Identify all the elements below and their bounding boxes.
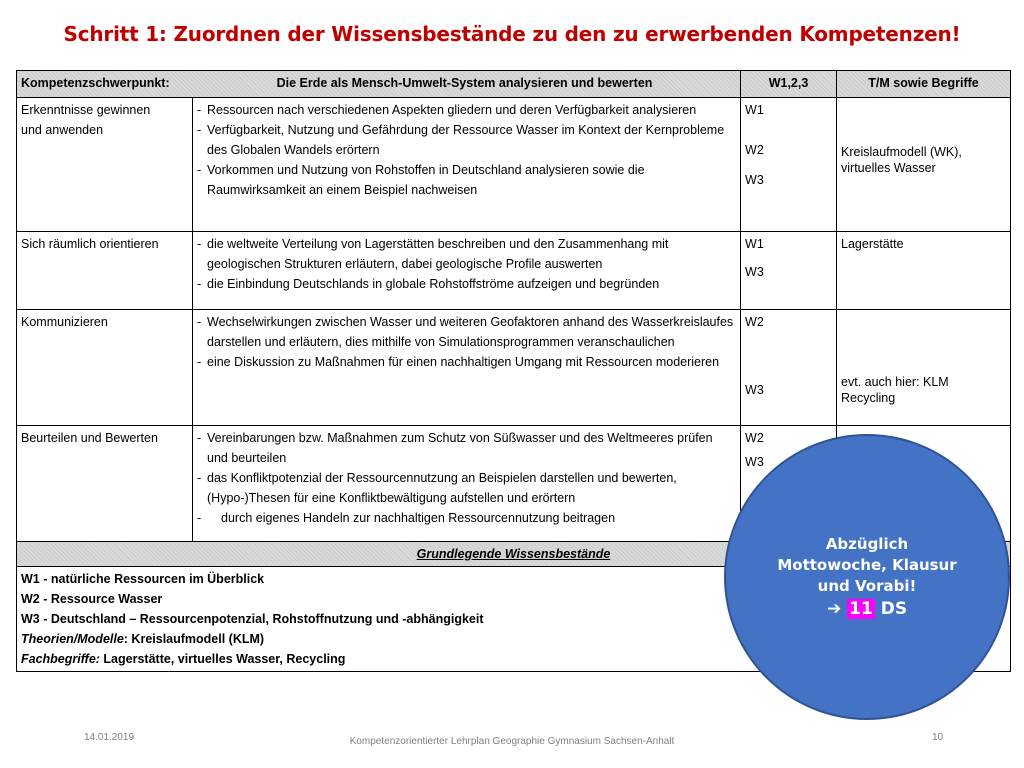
tm-text: evt. auch hier: KLM Recycling xyxy=(841,375,949,405)
competence-label: Kommunizieren xyxy=(21,315,108,329)
w-ref: W1 xyxy=(745,103,764,117)
list-item: - das Konfliktpotenzial der Ressourcennutzung an Beispielen darstellen und bewerten, (Hypo-)Thesen für eine Konfliktbewältigung aufstellen und erörtern xyxy=(197,468,736,508)
footer-date: 14.01.2019 xyxy=(84,732,135,743)
table-row xyxy=(17,232,1011,310)
w-ref: W3 xyxy=(745,265,764,279)
w-ref: W2 xyxy=(745,315,764,329)
competence-label: und anwenden xyxy=(21,123,104,137)
tm-cell xyxy=(837,98,1011,232)
models-value: : Kreislaufmodell (KLM) xyxy=(123,632,265,646)
competence-cell xyxy=(17,232,193,310)
callout-unit: DS xyxy=(880,599,908,619)
list-item: - durch eigenes Handeln zur nachhaltigen Ressourcennutzung beitragen xyxy=(197,508,736,528)
list-item: - Vereinbarungen bzw. Maßnahmen zum Schutz von Süßwasser und des Weltmeeres prüfen und beurteilen xyxy=(197,428,736,468)
competence-cell xyxy=(17,310,193,426)
tm-text: Lagerstätte xyxy=(841,237,904,251)
tm-text: Kreislaufmodell (WK), virtuelles Wasser xyxy=(841,145,962,175)
list-item: - Verfügbarkeit, Nutzung und Gefährdung der Ressource Wasser im Kontext der Kernprobleme des Globalen Wandels erörtern xyxy=(197,120,736,160)
items-cell xyxy=(193,232,741,310)
w-ref: W3 xyxy=(745,383,764,397)
competence-label: Erkenntnisse gewinnen xyxy=(21,103,151,117)
competence-cell xyxy=(17,98,193,232)
list-item: - die weltweite Verteilung von Lagerstätten beschreiben und den Zusammenhang mit geologischen Strukturen erläutern, dabei geologische Profile auswerten xyxy=(197,234,736,274)
competence-label: Sich räumlich orientieren xyxy=(21,237,159,251)
competence-label: Beurteilen und Bewerten xyxy=(21,431,158,445)
w-ref: W1 xyxy=(745,237,764,251)
w-cell xyxy=(741,310,837,426)
list-item: - Vorkommen und Nutzung von Rohstoffen in Deutschland analysieren sowie die Raumwirksamkeit an einem Beispiel nachweisen xyxy=(197,160,736,200)
items-cell xyxy=(193,310,741,426)
callout-line: Mottowoche, Klausur xyxy=(777,556,957,574)
w-cell xyxy=(741,232,837,310)
w-ref: W3 xyxy=(745,455,764,469)
w-cell xyxy=(741,98,837,232)
subheader: Grundlegende Wissensbestände xyxy=(17,542,1011,567)
callout-line: Abzüglich xyxy=(825,535,909,553)
terms-value: Lagerstätte, virtuelles Wasser, Recycling xyxy=(99,652,346,666)
tm-cell xyxy=(837,310,1011,426)
table-row xyxy=(17,310,1011,426)
list-item: - eine Diskussion zu Maßnahmen für einen nachhaltigen Umgang mit Ressourcen moderieren xyxy=(197,352,736,372)
list-item: - Ressourcen nach verschiedenen Aspekten gliedern und deren Verfügbarkeit analysieren xyxy=(197,100,736,120)
terms-label: Fachbegriffe: xyxy=(21,652,100,666)
basics-w2: W2 - Ressource Wasser xyxy=(21,592,163,606)
list-item: - die Einbindung Deutschlands in globale Rohstoffströme aufzeigen und begründen xyxy=(197,274,736,294)
callout-number: 11 xyxy=(849,599,873,619)
items-cell xyxy=(193,98,741,232)
w-ref: W3 xyxy=(745,173,764,187)
callout-line: und Vorabi! xyxy=(817,577,917,595)
arrow-right-icon: ➔ xyxy=(826,599,842,619)
page-number: 10 xyxy=(932,732,944,743)
basics-w1: W1 - natürliche Ressourcen im Überblick xyxy=(21,572,265,586)
header-thema-cell xyxy=(17,71,741,98)
list-item: - Wechselwirkungen zwischen Wasser und weiteren Geofaktoren anhand des Wasserkreislaufes darstellen und erläutern, dies mithilfe von Simulationsprogrammen veranschaulichen xyxy=(197,312,736,352)
header-tm: T/M sowie Begriffe xyxy=(837,71,1011,98)
w-ref: W2 xyxy=(745,143,764,157)
table-header-row xyxy=(17,71,1011,98)
page-title: Schritt 1: Zuordnen der Wissensbestände zu den zu erwerbenden Kompetenzen! xyxy=(63,22,961,46)
w-ref: W2 xyxy=(745,431,764,445)
callout-circle xyxy=(724,434,1010,720)
tm-cell xyxy=(837,232,1011,310)
footer-center: Kompetenzorientierter Lehrplan Geographie Gymnasium Sachsen-Anhalt xyxy=(349,736,675,747)
callout-result xyxy=(827,599,907,620)
items-cell xyxy=(193,426,741,542)
header-label: Kompetenzschwerpunkt: xyxy=(21,76,170,90)
header-thema: Die Erde als Mensch-Umwelt-System analysieren und bewerten xyxy=(276,76,653,90)
basics-w3: W3 - Deutschland – Ressourcenpotenzial, Rohstoffnutzung und -abhängigkeit xyxy=(21,612,484,626)
competence-cell xyxy=(17,426,193,542)
table-row xyxy=(17,98,1011,232)
header-w: W1,2,3 xyxy=(741,71,837,98)
models-label: Theorien/Modelle xyxy=(21,632,124,646)
